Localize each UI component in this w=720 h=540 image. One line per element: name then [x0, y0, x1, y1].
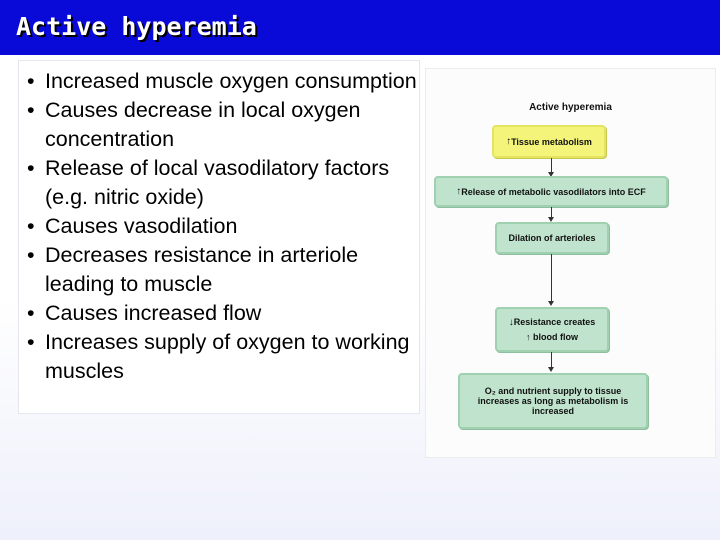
up-arrow-icon: ↑	[456, 185, 462, 197]
step-label: Tissue metabolism	[511, 136, 592, 147]
flowchart-figure	[425, 68, 716, 458]
arrow-down-icon	[548, 301, 554, 306]
bullet-item: • Increases supply of oxygen to working muscles	[19, 328, 419, 386]
slide-title: Active hyperemia	[16, 12, 257, 41]
arrow-down-icon	[548, 367, 554, 372]
bullet-item: • Causes increased flow	[19, 299, 419, 328]
step-resistance-blood-flow	[495, 307, 609, 352]
bullet-item: • Increased muscle oxygen consumption	[19, 67, 419, 96]
arrow-connector	[551, 352, 552, 367]
step-label-line	[509, 317, 596, 328]
figure-heading: Active hyperemia	[529, 102, 612, 113]
step-dilation-arterioles	[495, 222, 609, 254]
step-label-line: ↑ blood flow	[526, 332, 578, 342]
arrow-connector	[551, 158, 552, 172]
bullet-item: • Causes decrease in local oxygen concentration	[19, 96, 419, 154]
step-label: Resistance creates	[513, 317, 596, 327]
title-bar	[0, 0, 720, 55]
bullet-list-box	[18, 60, 420, 414]
step-label: Dilation of arterioles	[508, 233, 596, 243]
up-arrow-icon: ↑	[506, 135, 512, 147]
bullet-item: • Causes vasodilation	[19, 212, 419, 241]
arrow-connector	[551, 207, 552, 217]
arrow-connector	[551, 254, 552, 301]
step-tissue-metabolism	[492, 125, 606, 158]
step-oxygen-supply	[458, 373, 648, 429]
step-label: O₂ and nutrient supply to tissue increases as long as metabolism is increased	[477, 386, 629, 416]
bullet-item: • Decreases resistance in arteriole leading to muscle	[19, 241, 419, 299]
step-release-vasodilators	[434, 176, 668, 207]
step-label: Release of metabolic vasodilators into ECF	[461, 186, 646, 197]
down-arrow-icon: ↓	[508, 317, 514, 328]
bullet-item: • Release of local vasodilatory factors (e.g. nitric oxide)	[19, 154, 419, 212]
bullet-list	[19, 61, 419, 386]
